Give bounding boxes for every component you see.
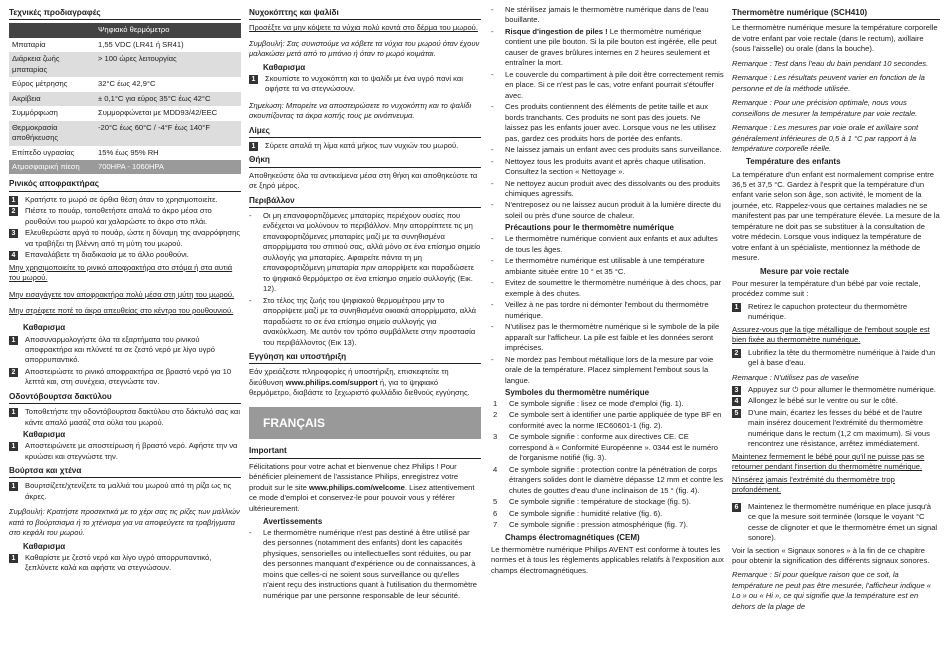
warning-text: Maintenez fermement le bébé pour qu'il ne puisse pas se retourner pendant l'insertion du thermomètre numérique. xyxy=(732,451,925,472)
step: 2 Lubrifiez la tête du thermomètre numérique à l'aide d'un gel à base d'eau. xyxy=(732,348,940,369)
step: 4 Allongez le bébé sur le ventre ou sur le côté. xyxy=(732,396,940,406)
step: 1 Σκουπίστε το νυχοκόπτη και το ψαλίδι με ένα υγρό πανί και αφήστε τα να στεγνώσουν. xyxy=(249,74,481,95)
list-item: - Le couvercle du compartiment à pile doit être correctement remis en place. Si ce n'est pas le cas, votre enfant pourrait s'étouffer avec. xyxy=(491,69,724,100)
support-link[interactable]: www.philips.com/support xyxy=(285,377,378,387)
list-item: 3 Ce symbole signifie : conforme aux directives CE. CE correspond à « Conformité Européenne ». 0344 est le numéro de l'organisme notifié (fig. 3). xyxy=(493,432,718,463)
spec-heading: Τεχνικές προδιαγραφές xyxy=(9,7,241,20)
warning-text: Προσέξτε να μην κόψετε τα νύχια πολύ κοντά στο δέρμα του μωρού. xyxy=(249,23,478,33)
warranty-heading: Εγγύηση και υποστήριξη xyxy=(249,351,481,364)
list-item: - Ces produits contiennent des éléments de petite taille et aux bords tranchants. Ces produits ne sont pas des jouets. Ne laissez pas les enfants jouer avec. Lorsque vous ne les utilisez pas, gardez ces produits hors de portée des enfants. xyxy=(491,102,717,143)
list-item: 5 Ce symbole signifie : température de stockage (fig. 5). xyxy=(493,497,691,507)
step: 6 Maintenez le thermomètre numérique en place jusqu'à ce que la mesure soit terminée (lorsque le voyant °C cesse de clignoter et que le thermomètre émet un signal sonore). xyxy=(732,502,940,544)
note-text: Σημείωση: Μπορείτε να αποστειρώσετε το νυχοκόπτη και το ψαλίδι σκουπίζοντας τα άκρα κοπής τους με οινόπνευμα. xyxy=(249,100,472,121)
list-item: - Le thermomètre numérique est utilisable à une température ambiante située entre 10 ° et 35 °C. xyxy=(491,256,705,276)
note-text: Remarque : N'utilisez pas de vaseline xyxy=(732,372,859,382)
tip-text: Συμβουλή: Σας συνιστούμε να κόβετε τα νύχια του μωρού όταν έχουν μαλακώσει μετά από το μπάνιο ή όταν το μωρό κοιμάται. xyxy=(249,38,480,59)
list-item: 6 Ce symbole signifie : humidité relative (fig. 6). xyxy=(493,508,663,518)
step: 1 Τοποθετήστε την οδοντόβουρτσα δακτύλου στο δάκτυλό σας και κάντε απαλό μασάζ στα ούλα του μωρού. xyxy=(9,407,241,428)
warning-text: Μην χρησιμοποιείτε το ρινικό αποφρακτήρα στο στόμα ή στα αυτιά του μωρού. xyxy=(9,262,233,283)
list-item: 1 Ce symbole signifie : lisez ce mode d'emploi (fig. 1). xyxy=(493,399,684,408)
warning-text: Μην εισαγάγετε τον αποφρακτήρα πολύ μέσα στη μύτη του μωρού. xyxy=(9,289,235,299)
spec-row: Ακρίβεια ± 0,1°C για εύρος 35°C έως 42°C xyxy=(9,92,241,106)
list-item: - Ne stérilisez jamais le thermomètre numérique dans de l'eau bouillante. xyxy=(491,5,709,25)
spec-row: Ψηφιακό θερμόμετρο xyxy=(9,23,241,37)
warning-text: N'insérez jamais l'extrémité du thermomètre trop profondément. xyxy=(732,474,895,495)
emf-heading: Champs électromagnétiques (CEM) xyxy=(505,532,640,542)
note-text: Remarque : Les résultats peuvent varier en fonction de la personne et de la méthode utilisée. xyxy=(732,73,925,93)
step: 3 Ελευθερώστε αργά το πουάρ, ώστε η δύναμη της αναρρόφησης να τραβήξει τη βλέννη από τη μύτη του μωρού. xyxy=(9,228,241,249)
cleaning-heading: Καθαρισμα xyxy=(263,62,306,72)
child-temp-heading: Température des enfants xyxy=(746,157,841,167)
step: 1 Καθαρίστε με ζεστό νερό και λίγο υγρό απορρυπαντικό, ξεπλύνετε καλά και αφήστε να στεγνώσουν. xyxy=(9,553,241,574)
step: 1 Αποσυναρμολογήστε όλα τα εξαρτήματα του ρινικού αποφρακτήρα και πλύνετέ τα σε ζεστό νερό με λίγο υγρό απορρυπαντικό. xyxy=(9,335,241,366)
rectal-heading: Mesure par voie rectale xyxy=(760,266,849,276)
spec-table xyxy=(9,23,241,174)
cleaning-heading: Καθαρισμα xyxy=(23,323,66,333)
column-greek-2 xyxy=(249,4,481,602)
spec-row: Θερμοκρασία αποθήκευσης -20°C έως 60°C / -4°F έως 140°F xyxy=(9,121,241,146)
aspirator-heading: Ρινικός αποφρακτήρας xyxy=(9,178,241,191)
column-greek-1 xyxy=(9,4,241,575)
welcome-link[interactable]: www.philips.com/welcome xyxy=(308,482,405,492)
list-item: - Le thermomètre numérique convient aux enfants et aux adultes de tous les âges. xyxy=(491,234,718,254)
list-item: 7 Ce symbole signifie : pression atmosphérique (fig. 7). xyxy=(493,520,688,530)
note-text: Remarque : Pour une précision optimale, nous vous conseillons de mesurer la température par voie rectale. xyxy=(732,98,918,118)
sound-text: Voir la section « Signaux sonores » à la fin de ce chapitre pour obtenir la signification des différents signaux sonores. xyxy=(732,545,930,565)
warning-text: Assurez-vous que la tige métallique de l'embout souple est bien fixée au thermomètre numérique. xyxy=(732,324,930,345)
cleaning-heading: Καθαρισμα xyxy=(23,541,66,551)
list-item: - Ne nettoyez aucun produit avec des dissolvants ou des produits chimiques agressifs. xyxy=(491,178,720,198)
step: 1 Κρατήστε το μωρό σε όρθια θέση όταν το χρησιμοποιείτε. xyxy=(9,195,241,205)
list-item: - Nettoyez tous les produits avant et après chaque utilisation. Consultez la section « Nettoyage ». xyxy=(491,156,706,177)
column-french-1 xyxy=(491,4,724,578)
important-heading: Important xyxy=(249,445,481,458)
step: 4 Επαναλάβετε τη διαδικασία με το άλλο ρουθούνι. xyxy=(9,250,241,260)
warranty-text: Εάν χρειάζεστε πληροφορίες ή υποστήριξη, επισκεφτείτε τη διεύθυνση www.philips.com/support ή, για το ψηφιακό θερμόμετρο, διαβάστε το ξεχωριστό φυλλάδιο διεθνούς εγγύησης. xyxy=(249,367,470,398)
warning-text: Μην στρέφετε ποτέ το άκρο απευθείας στο κέντρο του ρουθουνιού. xyxy=(9,306,234,315)
language-banner: FRANÇAIS xyxy=(249,407,481,440)
column-french-2 xyxy=(732,4,940,614)
spec-row: Εύρος μέτρησης 32°C έως 42,9°C xyxy=(9,77,241,91)
note-text: Remarque : Les mesures par voie orale et axillaire sont généralement inférieures de 0,5 à 1 °C par rapport à la température corporelle réelle. xyxy=(732,123,919,153)
finger-brush-heading: Οδοντόβουρτσα δακτύλου xyxy=(9,391,241,404)
step: 2 Αποστειρώστε το ρινικό αποφρακτήρα σε βραστό νερό για 10 λεπτά και, στη συνέχεια, στεγνώστε τον. xyxy=(9,367,241,388)
spec-row: Συμμόρφωση Συμμορφώνεται με MDD93/42/EEC xyxy=(9,106,241,120)
list-item: - Στο τέλος της ζωής του ψηφιακού θερμομέτρου μην το απορρίψετε μαζί με τα συνηθισμένα οικιακά απορρίμματα, αλλά παραδώστε το σε ένα επίσημο σημείο συλλογής για ανακύκλωση. Με αυτόν τον τρόπο συμβάλλετε στην προστασία του περιβάλλοντος (Εικ 13). xyxy=(249,295,477,347)
list-item: - N'utilisez pas le thermomètre numérique si le symbole de la pile apparaît sur l'afficheur. La pile est faible et les données seront imprécises. xyxy=(491,322,720,353)
brush-heading: Βούρτσα και χτένα xyxy=(9,465,241,478)
warnings-heading: Avertissements xyxy=(263,516,323,526)
list-item: - Risque d'ingestion de piles ! Le thermomètre numérique contient une pile bouton. Si la pile bouton est ingérée, elle peut causer de graves brûlures internes en 2 heures seulement et entraîner la mort. xyxy=(491,26,717,68)
precautions-heading: Précautions pour le thermomètre numérique xyxy=(505,223,674,233)
step: 1 Σύρετε απαλά τη λίμα κατά μήκος των νυχιών του μωρού. xyxy=(249,141,481,151)
list-item: 2 Ce symbole sert à identifier une partie appliquée de type BF en conformité avec la norme IEC60601-1 (fig. 2). xyxy=(493,410,722,430)
note-text: Remarque : Test dans l'eau du bain pendant 10 secondes. xyxy=(732,58,929,68)
list-item: - Evitez de soumettre le thermomètre numérique à des chocs, par exemple à des chutes. xyxy=(491,278,722,298)
tip-text: Συμβουλή: Κρατήστε προσεκτικά με το χέρι σας τις ρίζες των μαλλιών κατά το βούρτσισμα ή το χτένισμα για να αποφεύγετε τα τραβήγματα στο κεφάλι του μωρού. xyxy=(9,507,240,538)
file-heading: Λίμες xyxy=(249,125,481,138)
step: 3 Appuyez sur ⏻ pour allumer le thermomètre numérique. xyxy=(732,385,940,395)
spec-row: Επίπεδο υγρασίας 15% έως 95% RH xyxy=(9,146,241,160)
list-item: - Οι μη επαναφορτιζόμενες μπαταρίες περιέχουν ουσίες που ενδέχεται να μολύνουν το περιβάλλον. Μην απορρίπτετε τις μη επαναφορτιζόμενες μπαταρίες μαζί με τα συνηθισμένα απορρίμματα του σπιτιού σας, αλλά μόνο σε ένα επίσημο σημείο συλλογής για μπαταρίες. Αφαιρείτε πάντα τη μη επαναφορτιζόμενη μπαταρία πριν απορρίψετε και παραδώσετε το ψηφιακό θερμόμετρο σε ένα επίσημο σημείο συλλογής (Εικ. 12). xyxy=(249,210,481,294)
child-temp-text: La température d'un enfant est normalement comprise entre 36,5 et 37,5 °C. Gardez à l'esprit que la température d'un enfant varie selon son âge, son activité, le moment de la journée, etc. Rappelez-vous que certaines maladies ne se manifestent pas par une température élevée. La mesure de la température ne doit pas se substituer à la consultation de votre médecin. Lorsque vous indiquez la température de votre enfant à un spécialiste, mentionnez la méthode de mesure. xyxy=(732,169,940,263)
rectal-intro: Pour mesurer la température d'un bébé par voie rectale, procédez comme suit : xyxy=(732,278,921,299)
step: 1 Αποστειρώνετε με αποστείρωση ή βραστό νερό. Αφήστε την να κρυώσει και στεγνώστε την. xyxy=(9,441,241,462)
emf-text: Le thermomètre numérique Philips AVENT est conforme à toutes les normes et à tous les règlements applicables relatifs à l'exposition aux champs électromagnétiques. xyxy=(491,544,724,575)
spec-row: Ατμοσφαιρική πίεση 700HPA - 1060HPA xyxy=(9,160,241,174)
symbols-heading: Symboles du thermomètre numérique xyxy=(505,387,650,397)
list-item: - Veillez à ne pas tordre ni démonter l'embout du thermomètre numérique. xyxy=(491,300,709,320)
list-item: - Ne laissez jamais un enfant avec ces produits sans surveillance. xyxy=(491,145,722,155)
cleaning-heading: Καθαρισμα xyxy=(23,430,66,440)
step: 1 Retirez le capuchon protecteur du thermomètre numérique. xyxy=(732,302,940,323)
list-item: 4 Ce symbole signifie : protection contre la pénétration de corps étrangers solides dont le diamètre dépasse 12 mm et contre les chutes de gouttes d'eau d'une inclinaison de 15 ° (fig. 4). xyxy=(493,464,724,495)
spec-row: Διάρκεια ζωής μπαταρίας > 100 ώρες λειτουργίας xyxy=(9,52,241,77)
list-item: - Ne mordez pas l'embout métallique lors de la mesure par voie orale de la température. Placez simplement l'embout sous la langue. xyxy=(491,354,714,385)
step: 2 Πιέστε το πουάρ, τοποθετήστε απαλά το άκρο μέσα στο ρουθούνι του μωρού και χαλαρώστε το άκρο στο πλάι. xyxy=(9,206,241,227)
storage-text: Αποθηκεύστε όλα τα αντικείμενα μέσα στη θήκη και αποθηκεύστε τα σε ξηρό μέρος. xyxy=(249,170,478,191)
thermometer-heading: Thermomètre numérique (SCH410) xyxy=(732,7,940,20)
list-item: - N'entreposez ou ne laissez aucun produit à la lumière directe du soleil ou près d'une source de chaleur. xyxy=(491,200,721,220)
list-item: - Le thermomètre numérique n'est pas destiné à être utilisé par des personnes (notamment des enfants) dont les capacités physiques, sensorielles ou intellectuelles sont réduites, ou par des personnes manquant d'expérience ou de connaissances, à moins que celles-ci ne soient sous surveillance ou qu'elles n'aient reçu des instructions quant à l'utilisation du thermomètre numérique par une personne responsable de leur sécurité. xyxy=(249,528,477,600)
environment-heading: Περιβάλλον xyxy=(249,195,481,208)
thermometer-text: Le thermomètre numérique mesure la température corporelle de votre enfant par voie rectale (dans le rectum), axillaire (sous l'aisselle) ou orale (dans la bouche). xyxy=(732,23,938,54)
step: 1 Βουρτσίζετε/χτενίζετε τα μαλλιά του μωρού από τη ρίζα ως τις άκρες. xyxy=(9,481,241,502)
clipper-heading: Νυχοκόπτης και ψαλίδι xyxy=(249,7,481,20)
important-text: Félicitations pour votre achat et bienvenue chez Philips ! Pour bénéficier pleinement de l'assistance Philips, enregistrez votre produit sur le site www.philips.com/welcome. Lisez attentivement ce mode d'emploi et conservez-le pour pouvoir vous y référer ultérieurement. xyxy=(249,461,475,513)
step: 5 D'une main, écartez les fesses du bébé et de l'autre main insérez doucement l'extrémité du thermomètre numérique dans le rectum (1,2 cm maximum). Si vous rencontrez une résistance, arrêtez immédiatement. xyxy=(732,408,940,450)
spec-row: Μπαταρία 1,55 VDC (LR41 ή SR41) xyxy=(9,38,241,52)
note-text: Remarque : Si pour quelque raison que ce soit, la température ne peut pas être mesurée, l'afficheur indique « Lo » ou « Hi », ce qui signifie que la température est en dehors de la plage de xyxy=(732,570,932,611)
storage-heading: Θήκη xyxy=(249,154,481,167)
